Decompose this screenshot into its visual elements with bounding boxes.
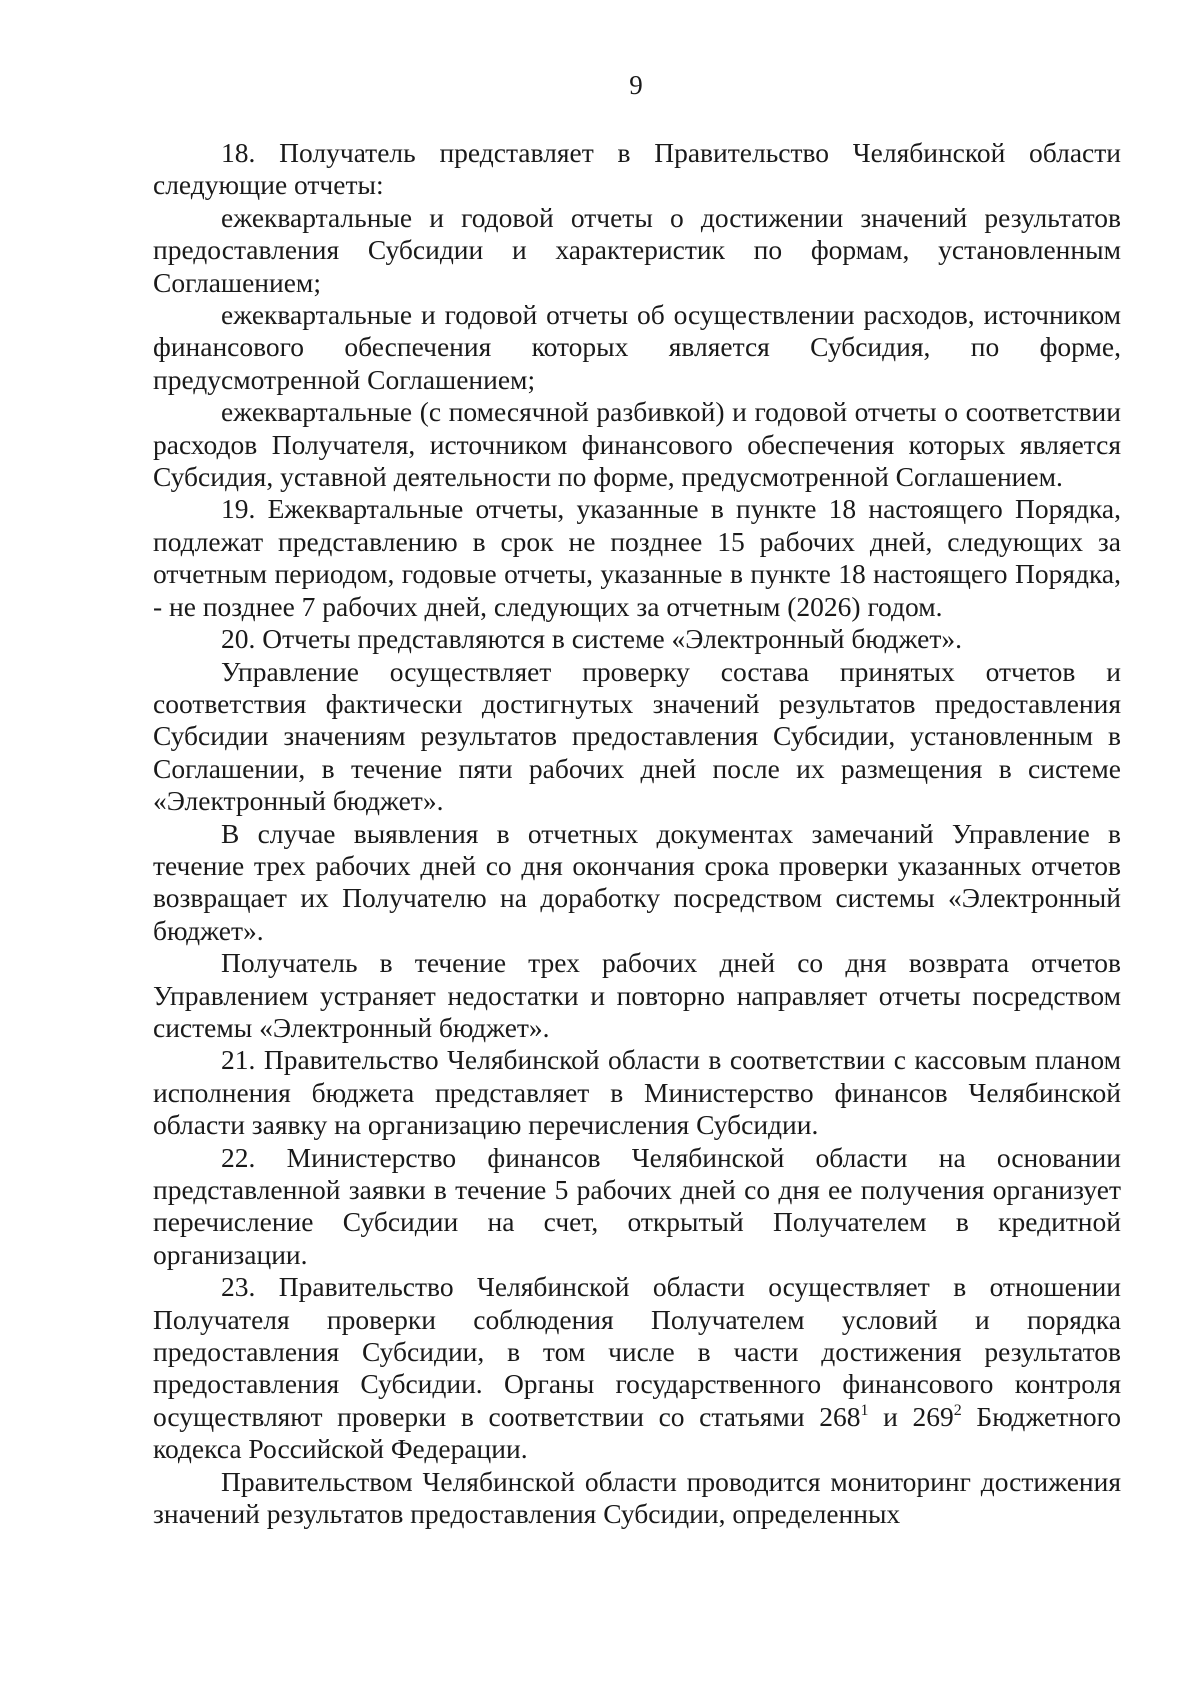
- page-number: 9: [629, 70, 643, 100]
- paragraph-18-item-3: ежеквартальные (с помесячной разбивкой) и годовой отчеты о соответствии расходов Получателя, источником финансового обеспечения которых является Субсидия, уставной деятельности по форме, предусмотренной Соглашением.: [153, 396, 1121, 493]
- paragraph-23-part-2: и 269: [868, 1400, 954, 1432]
- paragraph-18-item-2: ежеквартальные и годовой отчеты об осуществлении расходов, источником финансового обеспечения которых является Субсидия, по форме, предусмотренной Соглашением;: [153, 299, 1121, 395]
- paragraph-18-item-1: ежеквартальные и годовой отчеты о достижении значений результатов предоставления Субсидии и характеристик по формам, установленным Соглашением;: [153, 201, 1121, 298]
- paragraph-20: 20. Отчеты представляются в системе «Электронный бюджет».: [221, 623, 962, 655]
- paragraph-21: 21. Правительство Челябинской области в соответствии с кассовым планом исполнения бюджета представляет в Министерство финансов Челябинской области заявку на организацию перечисления Субсидии.: [153, 1044, 1121, 1141]
- superscript-1: 1: [860, 1401, 869, 1419]
- superscript-2: 2: [953, 1401, 962, 1419]
- paragraph-monitoring: Правительством Челябинской области проводится мониторинг достижения значений результатов предоставления Субсидии, определенных: [153, 1465, 1121, 1530]
- paragraph-20-check: Управление осуществляет проверку состава принятых отчетов и соответствия фактически достигнутых значений результатов предоставления Субсидии значениям результатов предоставления Субсидии, установленным в Соглашении, в течение пяти рабочих дней после их размещения в системе «Электронный бюджет».: [153, 655, 1121, 817]
- paragraph-20-resubmit: Получатель в течение трех рабочих дней со дня возврата отчетов Управлением устраняет недостатки и повторно направляет отчеты посредством системы «Электронный бюджет».: [153, 947, 1121, 1043]
- paragraph-23-part-1: 23. Правительство Челябинской области осуществляет в отношении Получателя проверки соблюдения Получателем условий и порядка предоставления Субсидии, в том числе в части достижения результатов предоставления Субсидии. Органы государственного финансового контроля осуществляют проверки в соответствии со статьями 268: [153, 1271, 1121, 1432]
- paragraph-23-part-3: Бюджетного кодекса Российской Федерации.: [153, 1400, 1122, 1465]
- paragraph-20-remarks: В случае выявления в отчетных документах замечаний Управление в течение трех рабочих дней со дня окончания срока проверки указанных отчетов возвращает их Получателю на доработку посредством системы «Электронный бюджет».: [153, 817, 1121, 946]
- paragraph-22: 22. Министерство финансов Челябинской области на основании представленной заявки в течение 5 рабочих дней со дня ее получения организует перечисление Субсидии на счет, открытый Получателем в кредитной организации.: [153, 1141, 1121, 1270]
- paragraph-23: [153, 1271, 1121, 1465]
- paragraph-18-intro: 18. Получатель представляет в Правительство Челябинской области следующие отчеты:: [153, 137, 1121, 201]
- paragraph-19: 19. Ежеквартальные отчеты, указанные в пункте 18 настоящего Порядка, подлежат представлению в срок не позднее 15 рабочих дней, следующих за отчетным периодом, годовые отчеты, указанные в пункте 18 настоящего Порядка, - не позднее 7 рабочих дней, следующих за отчетным (2026) годом.: [153, 493, 1121, 622]
- document-body: [153, 137, 1121, 1530]
